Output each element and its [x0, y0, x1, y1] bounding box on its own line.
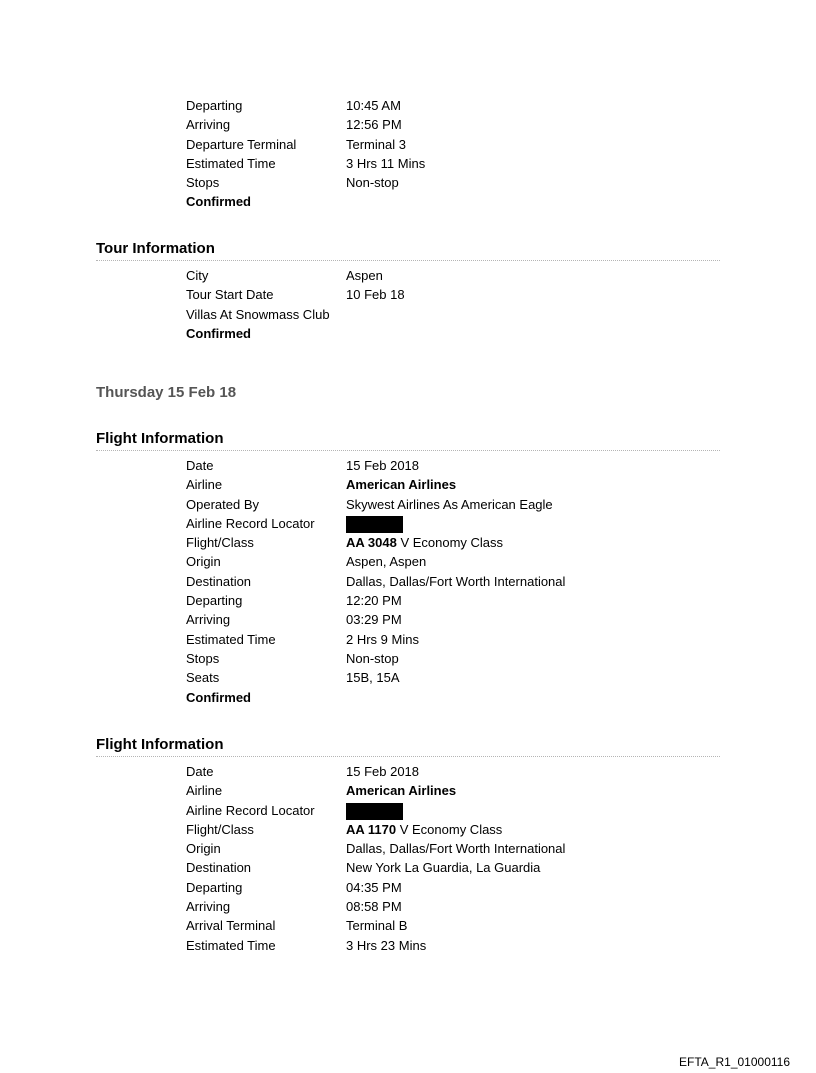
- value: 15 Feb 2018: [346, 458, 420, 473]
- value: [346, 533, 503, 552]
- section-heading-tour: Tour Information: [96, 240, 720, 261]
- label: Airline Record Locator: [186, 802, 315, 818]
- label: City: [186, 268, 209, 283]
- label: Date: [186, 458, 214, 473]
- label: Arriving: [186, 612, 231, 628]
- label: Seats: [186, 670, 220, 686]
- label: Departing: [186, 879, 243, 895]
- value: [346, 820, 502, 839]
- value: 04:35 PM: [346, 879, 402, 895]
- row-airline: [186, 475, 565, 494]
- status-confirmed: Confirmed: [186, 689, 251, 705]
- value: 3 Hrs 23 Mins: [346, 937, 427, 953]
- label: Estimated Time: [186, 631, 276, 647]
- label: Arriving: [186, 117, 231, 133]
- value: 10 Feb 18: [346, 287, 405, 303]
- value: Dallas, Dallas/Fort Worth International: [346, 573, 566, 589]
- label: Arriving: [186, 899, 231, 915]
- label: Date: [186, 764, 214, 779]
- class: V Economy Class: [396, 821, 503, 837]
- status-confirmed: Confirmed: [186, 194, 251, 210]
- value: American Airlines: [346, 477, 457, 493]
- value: Aspen: [346, 268, 383, 283]
- status-confirmed: Confirmed: [186, 325, 251, 341]
- label: Departure Terminal: [186, 136, 297, 152]
- flight-partial-details: [186, 96, 425, 212]
- value: Terminal 3: [346, 136, 406, 152]
- value: Terminal B: [346, 918, 408, 934]
- value: Non-stop: [346, 175, 399, 191]
- value: 12:20 PM: [346, 593, 402, 609]
- row-departure-terminal: [186, 135, 425, 154]
- label: Flight/Class: [186, 535, 254, 551]
- flight-2-details: [186, 762, 565, 955]
- label: Origin: [186, 554, 221, 570]
- row-estimated-time: [186, 630, 565, 649]
- section-heading-flight-1: Flight Information: [96, 430, 720, 451]
- value: 08:58 PM: [346, 899, 402, 915]
- row-property-name: [186, 305, 405, 324]
- row-airline: [186, 781, 565, 800]
- value: 15 Feb 2018: [346, 764, 420, 779]
- value: Non-stop: [346, 650, 399, 666]
- value: American Airlines: [346, 783, 457, 799]
- day-heading: Thursday 15 Feb 18: [96, 384, 237, 401]
- tour-details: [186, 266, 405, 343]
- row-date: [186, 762, 565, 781]
- row-arrival-terminal: [186, 916, 565, 935]
- row-tour-start-date: [186, 285, 405, 304]
- section-heading-flight-2: Flight Information: [96, 736, 720, 757]
- value: 3 Hrs 11 Mins: [346, 155, 426, 171]
- value: 2 Hrs 9 Mins: [346, 631, 419, 647]
- row-flight-class: [186, 533, 565, 552]
- label: Arrival Terminal: [186, 918, 276, 934]
- flight-number: AA 1170: [346, 821, 397, 837]
- label: Estimated Time: [186, 937, 276, 953]
- value: Skywest Airlines As American Eagle: [346, 496, 553, 512]
- class: V Economy Class: [396, 535, 504, 551]
- value: 12:56 PM: [346, 117, 402, 133]
- row-flight-class: [186, 820, 565, 839]
- flight-1-details: [186, 456, 565, 707]
- document-id-footer: EFTA_R1_01000116: [679, 1055, 790, 1069]
- label: Destination: [186, 860, 252, 876]
- row-stops: [186, 649, 565, 668]
- row-city: [186, 266, 405, 285]
- value: Aspen, Aspen: [346, 554, 427, 570]
- row-destination: [186, 572, 565, 591]
- label: Departing: [186, 593, 243, 609]
- row-arriving: [186, 897, 565, 916]
- label: Airline: [186, 783, 223, 799]
- row-departing: [186, 591, 565, 610]
- row-arriving: [186, 610, 565, 629]
- row-destination: [186, 858, 565, 877]
- label: Operated By: [186, 496, 259, 512]
- row-origin: [186, 839, 565, 858]
- redaction-box: [346, 803, 403, 820]
- label: Flight/Class: [186, 821, 254, 837]
- value: 10:45 AM: [346, 98, 401, 113]
- row-departing: [186, 878, 565, 897]
- label: Origin: [186, 841, 221, 857]
- label: Departing: [186, 98, 243, 113]
- row-operated-by: [186, 495, 565, 514]
- label: Airline Record Locator: [186, 515, 315, 531]
- flight-number: AA 3048: [346, 535, 397, 551]
- row-stops: [186, 173, 425, 192]
- row-seats: [186, 668, 565, 687]
- row-estimated-time: [186, 936, 565, 955]
- row-departing: [186, 96, 425, 115]
- label: Estimated Time: [186, 155, 276, 171]
- row-date: [186, 456, 565, 475]
- label: Airline: [186, 477, 223, 493]
- label: Destination: [186, 573, 252, 589]
- row-record-locator: [186, 801, 565, 820]
- row-estimated-time: [186, 154, 425, 173]
- label: Stops: [186, 175, 220, 191]
- label: Tour Start Date: [186, 287, 274, 303]
- value: Dallas, Dallas/Fort Worth International: [346, 841, 566, 857]
- value: 15B, 15A: [346, 670, 400, 686]
- redaction-box: [346, 516, 403, 533]
- label: Villas At Snowmass Club: [186, 306, 330, 322]
- row-origin: [186, 552, 565, 571]
- row-record-locator: [186, 514, 565, 533]
- value: New York La Guardia, La Guardia: [346, 860, 541, 876]
- value: 03:29 PM: [346, 612, 402, 628]
- label: Stops: [186, 650, 220, 666]
- row-arriving: [186, 115, 425, 134]
